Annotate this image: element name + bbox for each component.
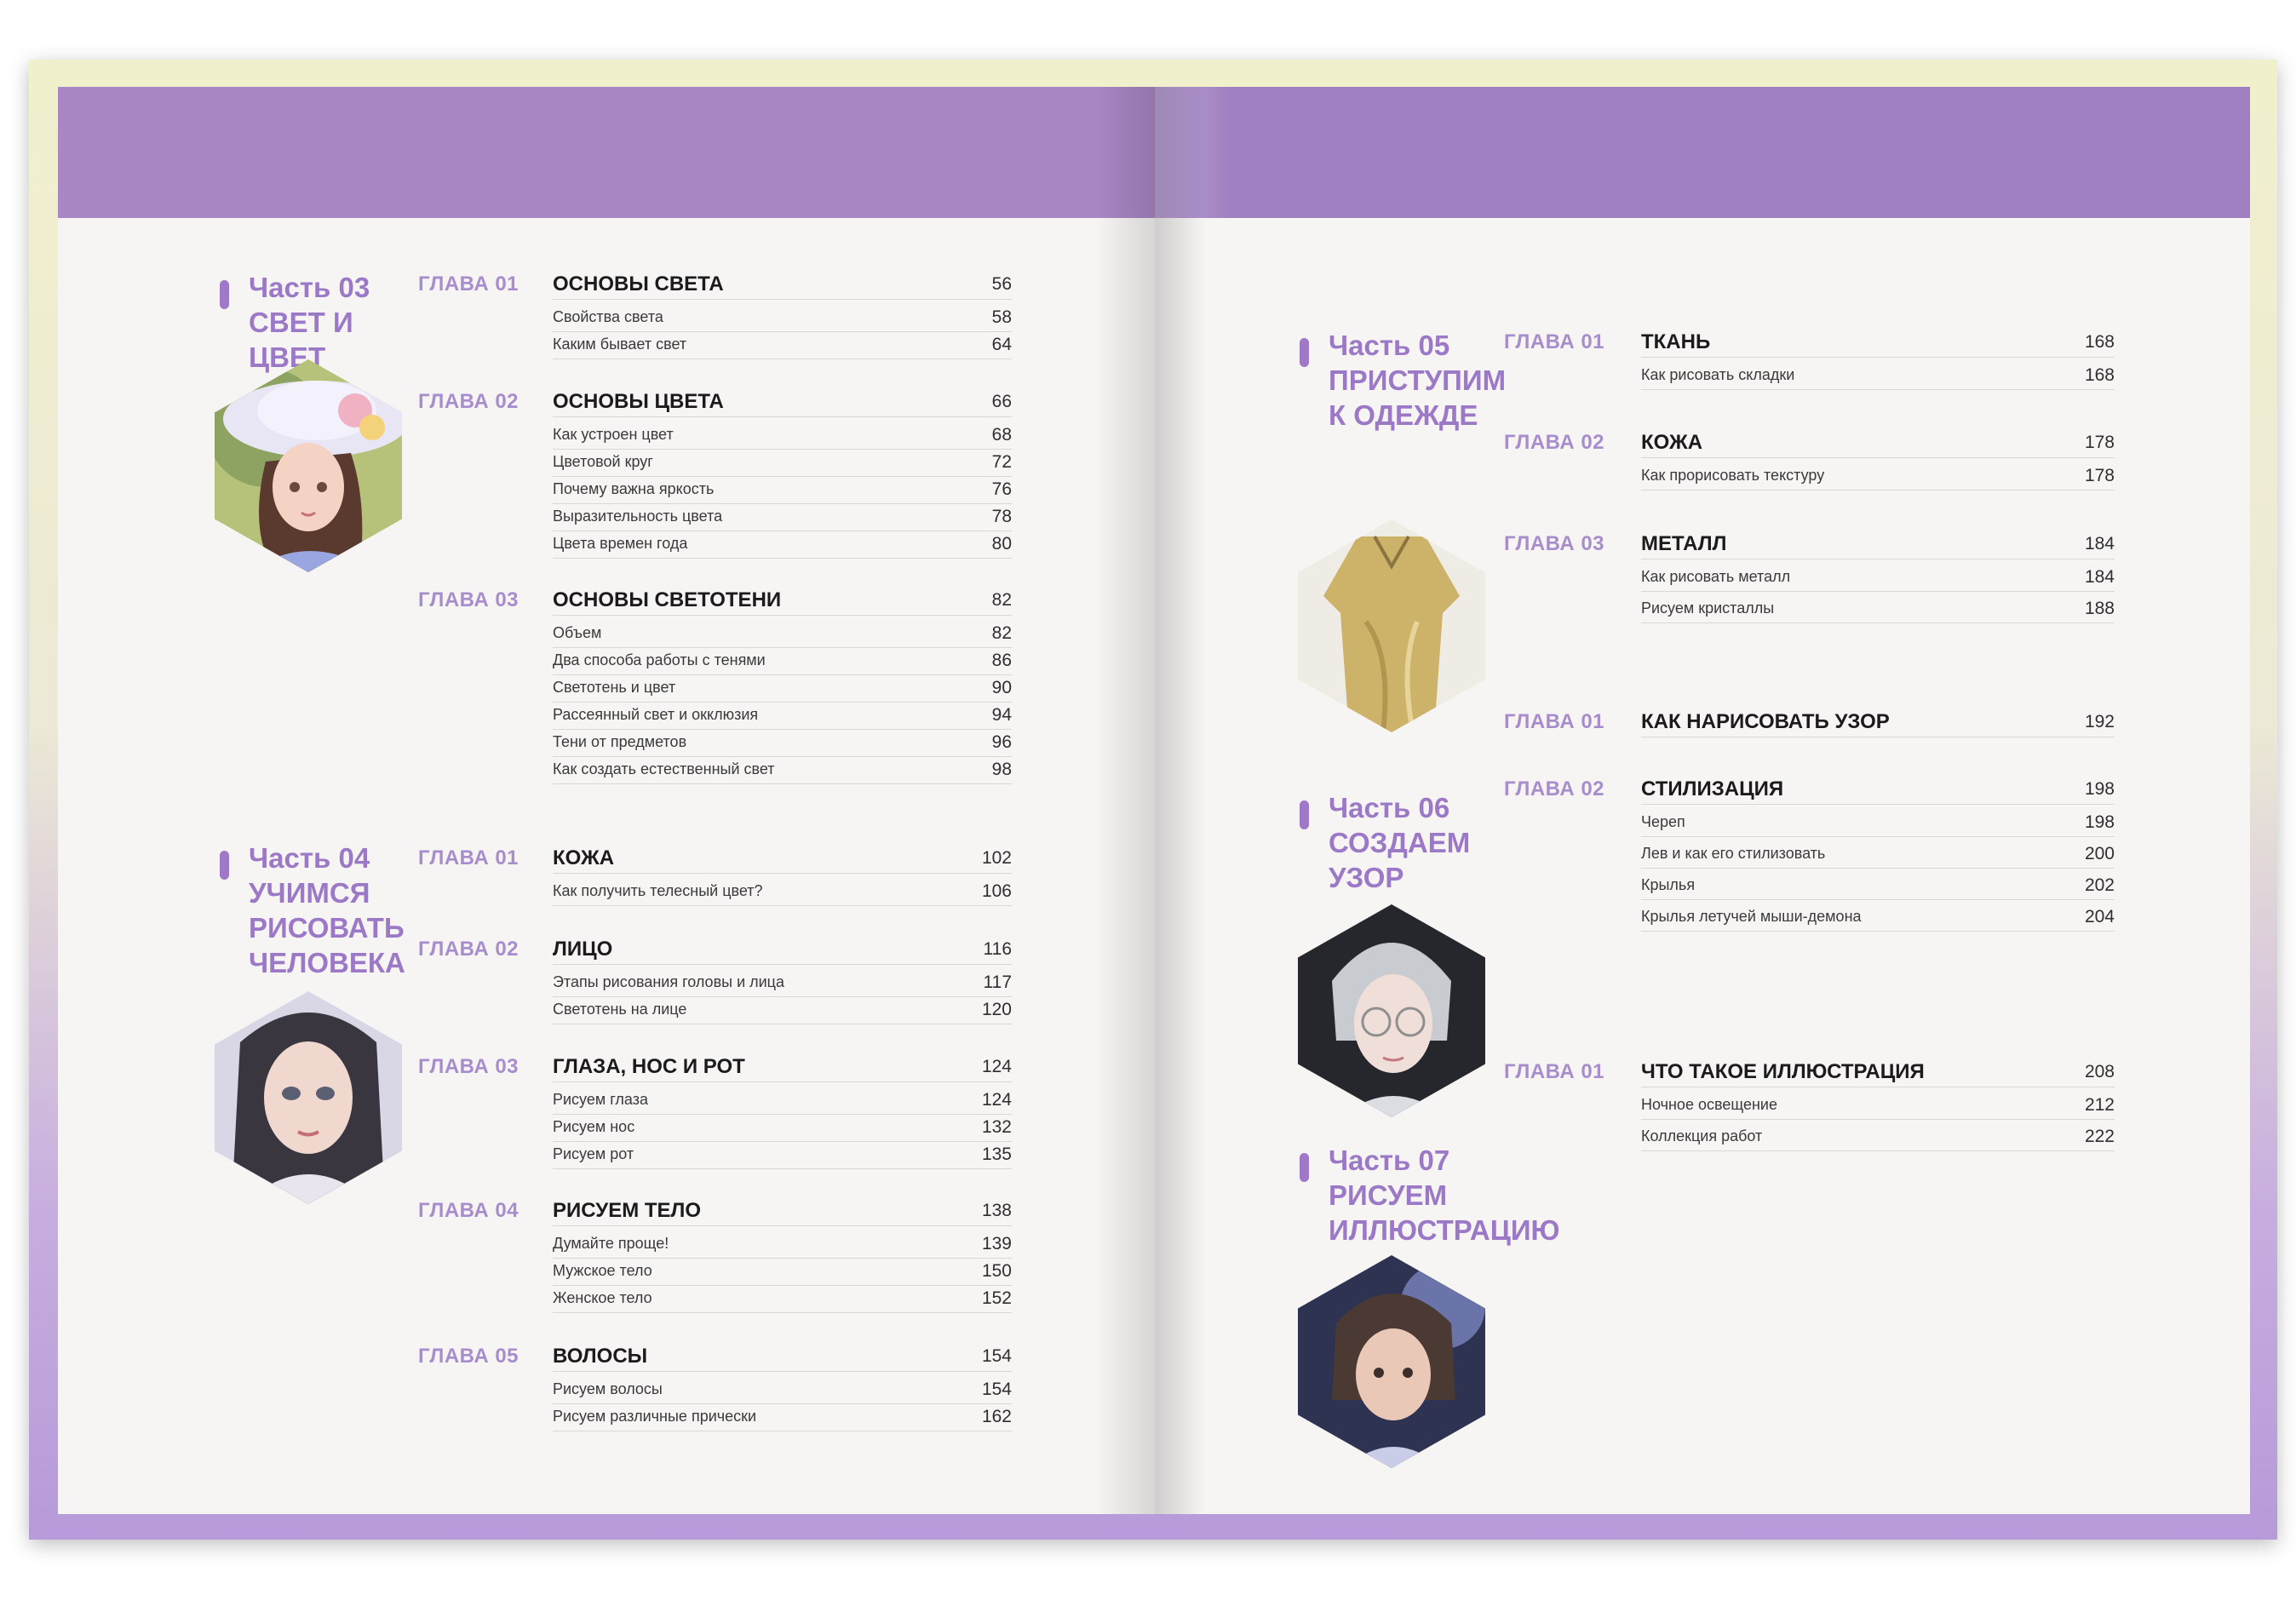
section-item: Как устроен цвет: [553, 426, 674, 443]
section-page-number: 202: [2084, 875, 2115, 895]
section-page-number: 178: [2084, 466, 2115, 485]
section-item: Коллекция работ: [1641, 1127, 1763, 1144]
chapter-page-number: 124: [981, 1057, 1012, 1076]
silver-hair-portrait-illustration-icon: [1298, 904, 1485, 1117]
chapter-title: СТИЛИЗАЦИЯ: [1641, 777, 1784, 800]
right-page: [1155, 87, 2250, 1514]
divider: [553, 449, 1012, 450]
chapter-title: КАК НАРИСОВАТЬ УЗОР: [1641, 710, 1890, 733]
divider: [553, 416, 1012, 417]
divider: [553, 783, 1012, 784]
chapter-label: ГЛАВА 03: [418, 1055, 519, 1078]
divider: [553, 996, 1012, 997]
chapter-title: ЧТО ТАКОЕ ИЛЛЮСТРАЦИЯ: [1641, 1060, 1925, 1083]
part-marker: [1300, 338, 1309, 367]
section-page-number: 188: [2084, 599, 2115, 618]
section-item: Светотень и цвет: [553, 679, 676, 696]
chapter-page-number: 138: [981, 1201, 1012, 1220]
section-page-number: 106: [981, 881, 1012, 901]
section-page-number: 94: [991, 705, 1012, 725]
divider: [553, 558, 1012, 559]
divider: [553, 1285, 1012, 1286]
chapter-label: ГЛАВА 01: [418, 846, 519, 869]
section-item: Каким бывает свет: [553, 336, 687, 353]
section-item: Думайте проще!: [553, 1235, 669, 1252]
section-page-number: 78: [991, 507, 1012, 526]
section-page-number: 96: [991, 732, 1012, 752]
chapter-label: ГЛАВА 02: [1504, 431, 1605, 454]
section-page-number: 90: [991, 678, 1012, 697]
chapter-page-number: 116: [983, 939, 1012, 959]
divider: [553, 1225, 1012, 1226]
divider: [553, 964, 1012, 965]
section-page-number: 98: [991, 760, 1012, 779]
section-item: Этапы рисования головы и лица: [553, 973, 785, 990]
section-item: Череп: [1641, 813, 1685, 830]
part-title: ПРИСТУПИМ К ОДЕЖДЕ: [1329, 364, 1507, 431]
divider: [1641, 899, 2115, 900]
part-illustration: [1298, 1255, 1485, 1468]
part-title: УЧИМСЯ РИСОВАТЬ ЧЕЛОВЕКА: [249, 877, 405, 978]
section-page-number: 117: [983, 972, 1012, 992]
section-item: Объем: [553, 624, 602, 641]
divider: [553, 873, 1012, 874]
divider: [553, 729, 1012, 730]
section-page-number: 168: [2084, 365, 2115, 385]
section-item: Рисуем глаза: [553, 1091, 648, 1108]
divider: [553, 674, 1012, 675]
part-label: Часть 03: [249, 272, 370, 303]
chapter-title: МЕТАЛЛ: [1641, 532, 1727, 555]
section-page-number: 139: [981, 1234, 1012, 1253]
part-title: СВЕТ И ЦВЕТ: [249, 307, 353, 373]
section-page-number: 82: [991, 623, 1012, 643]
section-item: Рисуем волосы: [553, 1380, 663, 1397]
section-item: Женское тело: [553, 1289, 652, 1306]
chapter-label: ГЛАВА 03: [418, 588, 519, 611]
chapter-label: ГЛАВА 04: [418, 1199, 519, 1222]
section-item: Рассеянный свет и окклюзия: [553, 706, 759, 723]
divider: [553, 647, 1012, 648]
section-item: Ночное освещение: [1641, 1096, 1777, 1113]
section-page-number: 152: [981, 1288, 1012, 1308]
section-item: Рисуем нос: [553, 1118, 635, 1135]
girl-in-hat-illustration-icon: [215, 359, 402, 572]
section-page-number: 150: [981, 1261, 1012, 1281]
divider: [553, 1371, 1012, 1372]
section-page-number: 76: [991, 479, 1012, 499]
divider: [553, 615, 1012, 616]
chapter-label: ГЛАВА 02: [418, 938, 519, 961]
chapter-label: ГЛАВА 02: [1504, 777, 1605, 800]
chapter-label: ГЛАВА 03: [1504, 532, 1605, 555]
section-item: Свойства света: [553, 308, 663, 325]
part-label: Часть 04: [249, 842, 370, 874]
section-page-number: 64: [991, 335, 1012, 354]
section-item: Как создать естественный свет: [553, 760, 775, 777]
divider: [553, 1312, 1012, 1313]
section-item: Мужское тело: [553, 1262, 652, 1279]
section-page-number: 124: [981, 1090, 1012, 1110]
chapter-page-number: 56: [991, 274, 1012, 294]
section-item: Рисуем кристаллы: [1641, 599, 1775, 617]
section-item: Лев и как его стилизовать: [1641, 845, 1826, 862]
part-title: СОЗДАЕМ УЗОР: [1329, 827, 1471, 893]
chapter-label: ГЛАВА 05: [418, 1345, 519, 1368]
section-page-number: 204: [2084, 907, 2115, 926]
chapter-label: ГЛАВА 01: [418, 272, 519, 295]
section-page-number: 154: [981, 1380, 1012, 1399]
section-item: Выразительность цвета: [553, 508, 723, 525]
chapter-page-number: 82: [991, 590, 1012, 610]
divider: [1641, 1119, 2115, 1120]
section-item: Тени от предметов: [553, 733, 687, 750]
chapter-title: ОСНОВЫ СВЕТОТЕНИ: [553, 588, 782, 611]
woman-portrait-illustration-icon: [215, 991, 402, 1204]
chapter-title: ОСНОВЫ СВЕТА: [553, 272, 724, 295]
section-item: Как получить телесный цвет?: [553, 882, 763, 899]
part-illustration: [215, 991, 402, 1204]
section-page-number: 86: [991, 651, 1012, 670]
divider: [1641, 1150, 2115, 1151]
part-illustration: [1298, 519, 1485, 732]
chapter-label: ГЛАВА 02: [418, 390, 519, 413]
chapter-page-number: 198: [2084, 779, 2115, 799]
part-title: РИСУЕМ ИЛЛЮСТРАЦИЮ: [1329, 1179, 1560, 1246]
section-item: Рисуем рот: [553, 1145, 634, 1162]
header-band: [58, 87, 1155, 218]
divider: [1641, 357, 2115, 358]
section-item: Два способа работы с тенями: [553, 651, 766, 668]
divider: [1641, 868, 2115, 869]
divider: [553, 299, 1012, 300]
chapter-page-number: 184: [2084, 534, 2115, 554]
part-marker: [1300, 800, 1309, 829]
section-item: Крылья летучей мыши-демона: [1641, 908, 1862, 925]
section-page-number: 72: [991, 452, 1012, 472]
divider: [1641, 836, 2115, 837]
section-page-number: 68: [991, 425, 1012, 445]
part-marker: [220, 851, 229, 880]
section-page-number: 200: [2084, 844, 2115, 863]
section-page-number: 162: [981, 1407, 1012, 1426]
chapter-page-number: 168: [2084, 332, 2115, 352]
divider: [1641, 457, 2115, 458]
chapter-label: ГЛАВА 01: [1504, 710, 1605, 733]
chapter-title: ГЛАЗА, НОС И РОТ: [553, 1055, 745, 1078]
chapter-title: РИСУЕМ ТЕЛО: [553, 1199, 702, 1222]
chapter-title: ВОЛОСЫ: [553, 1345, 648, 1368]
chapter-title: ТКАНЬ: [1641, 330, 1711, 353]
gold-dress-illustration-icon: [1298, 519, 1485, 732]
chapter-page-number: 208: [2084, 1062, 2115, 1081]
part-illustration: [215, 359, 402, 572]
chapter-title: КОЖА: [553, 846, 615, 869]
section-item: Как рисовать металл: [1641, 568, 1791, 585]
part-label: Часть 05: [1329, 330, 1450, 361]
part-label: Часть 06: [1329, 792, 1450, 823]
section-page-number: 198: [2084, 812, 2115, 832]
divider: [553, 331, 1012, 332]
part-marker: [1300, 1153, 1309, 1182]
section-item: Светотень на лице: [553, 1001, 687, 1018]
section-item: Крылья: [1641, 876, 1696, 893]
section-page-number: 184: [2084, 567, 2115, 587]
part-marker: [220, 280, 229, 309]
section-item: Рисуем различные прически: [553, 1408, 757, 1425]
section-page-number: 58: [991, 307, 1012, 327]
section-item: Цвета времен года: [553, 535, 688, 552]
divider: [553, 702, 1012, 703]
section-item: Как рисовать складки: [1641, 366, 1795, 383]
divider: [553, 1258, 1012, 1259]
divider: [553, 503, 1012, 504]
chapter-page-number: 192: [2084, 712, 2115, 731]
part-illustration: [1298, 904, 1485, 1117]
divider: [553, 1114, 1012, 1115]
divider: [553, 1168, 1012, 1169]
page-gutter-shadow: [1095, 87, 1155, 1514]
section-page-number: 135: [981, 1144, 1012, 1164]
chapter-title: КОЖА: [1641, 431, 1703, 454]
part-label: Часть 07: [1329, 1144, 1450, 1176]
divider: [553, 905, 1012, 906]
chapter-title: ОСНОВЫ ЦВЕТА: [553, 390, 724, 413]
section-item: Как прорисовать текстуру: [1641, 467, 1825, 484]
section-page-number: 212: [2084, 1095, 2115, 1115]
left-page: [58, 87, 1155, 1514]
chapter-page-number: 66: [991, 392, 1012, 411]
night-girl-illustration-icon: [1298, 1255, 1485, 1468]
divider: [553, 1403, 1012, 1404]
section-page-number: 80: [991, 534, 1012, 554]
page-gutter-shadow: [1155, 87, 1206, 1514]
divider: [1641, 591, 2115, 592]
chapter-page-number: 154: [981, 1346, 1012, 1366]
chapter-label: ГЛАВА 01: [1504, 330, 1605, 353]
divider: [553, 1081, 1012, 1082]
section-page-number: 120: [981, 1000, 1012, 1019]
chapter-label: ГЛАВА 01: [1504, 1060, 1605, 1083]
section-item: Почему важна яркость: [553, 480, 715, 497]
chapter-page-number: 178: [2084, 433, 2115, 452]
divider: [553, 476, 1012, 477]
section-item: Цветовой круг: [553, 453, 653, 470]
divider: [1641, 804, 2115, 805]
section-page-number: 222: [2084, 1127, 2115, 1146]
divider: [1641, 622, 2115, 623]
divider: [553, 756, 1012, 757]
divider: [1641, 389, 2115, 390]
header-band: [1155, 87, 2250, 218]
divider: [553, 1141, 1012, 1142]
chapter-page-number: 102: [981, 848, 1012, 868]
section-page-number: 132: [981, 1117, 1012, 1137]
chapter-title: ЛИЦО: [553, 938, 613, 961]
divider: [1641, 931, 2115, 932]
